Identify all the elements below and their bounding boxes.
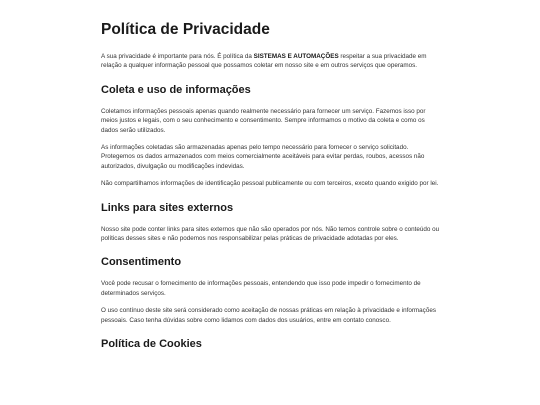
intro-text-start: A sua privacidade é importante para nós. É política da (101, 53, 254, 60)
section-collection (101, 83, 441, 189)
section-consent (101, 255, 441, 325)
policy-content (101, 20, 441, 363)
section-paragraph: As informações coletadas são armazenadas apenas pelo tempo necessário para fornecer o serviço solicitado. Protegemos os dados armazenados com meios comercialmente aceitáveis para evitar perdas, roubos, acessos não autorizados, divulgação ou modificações indevidas. (101, 144, 425, 170)
section-paragraph: O uso contínuo deste site será considerado como aceitação de nossas práticas em relação à privacidade e informações pessoais. Caso tenha dúvidas sobre como lidamos com dados dos usuários, entre em contato conosco. (101, 307, 436, 324)
section-paragraph: Coletamos informações pessoais apenas quando realmente necessário para fornecer um serviço. Fazemos isso por meios justos e legais, com o seu conhecimento e consentimento. Sempre informamos o motivo da coleta e como os dados serão utilizados. (101, 107, 426, 134)
section-paragraph: Não compartilhamos informações de identificação pessoal publicamente ou com terceiros, exceto quando exigido por lei. (101, 180, 439, 188)
section-heading: Links para sites externos (101, 201, 234, 214)
intro-paragraph (101, 52, 441, 71)
section-heading: Política de Cookies (101, 338, 202, 351)
section-heading: Consentimento (101, 256, 182, 269)
section-external-links (101, 201, 441, 244)
page-title: Política de Privacidade (101, 21, 270, 38)
section-cookies (101, 337, 441, 351)
section-heading: Coleta e uso de informações (101, 83, 251, 96)
section-paragraph: Você pode recusar o fornecimento de informações pessoais, entendendo que isso pode impedir o fornecimento de determinados serviços. (101, 280, 421, 297)
section-paragraph: Nosso site pode conter links para sites externos que não são operados por nós. Não temos controle sobre o conteúdo ou políticas desses sites e não podemos nos responsabilizar pelas práticas de privacidade adotadas por eles. (101, 225, 440, 243)
intro-text-end: respeitar a sua privacidade em relação a qualquer informação pessoal que possamos coletar em nosso site e em outros serviços que operamos. (101, 53, 427, 70)
company-name: SISTEMAS E AUTOMAÇÕES (253, 53, 339, 60)
